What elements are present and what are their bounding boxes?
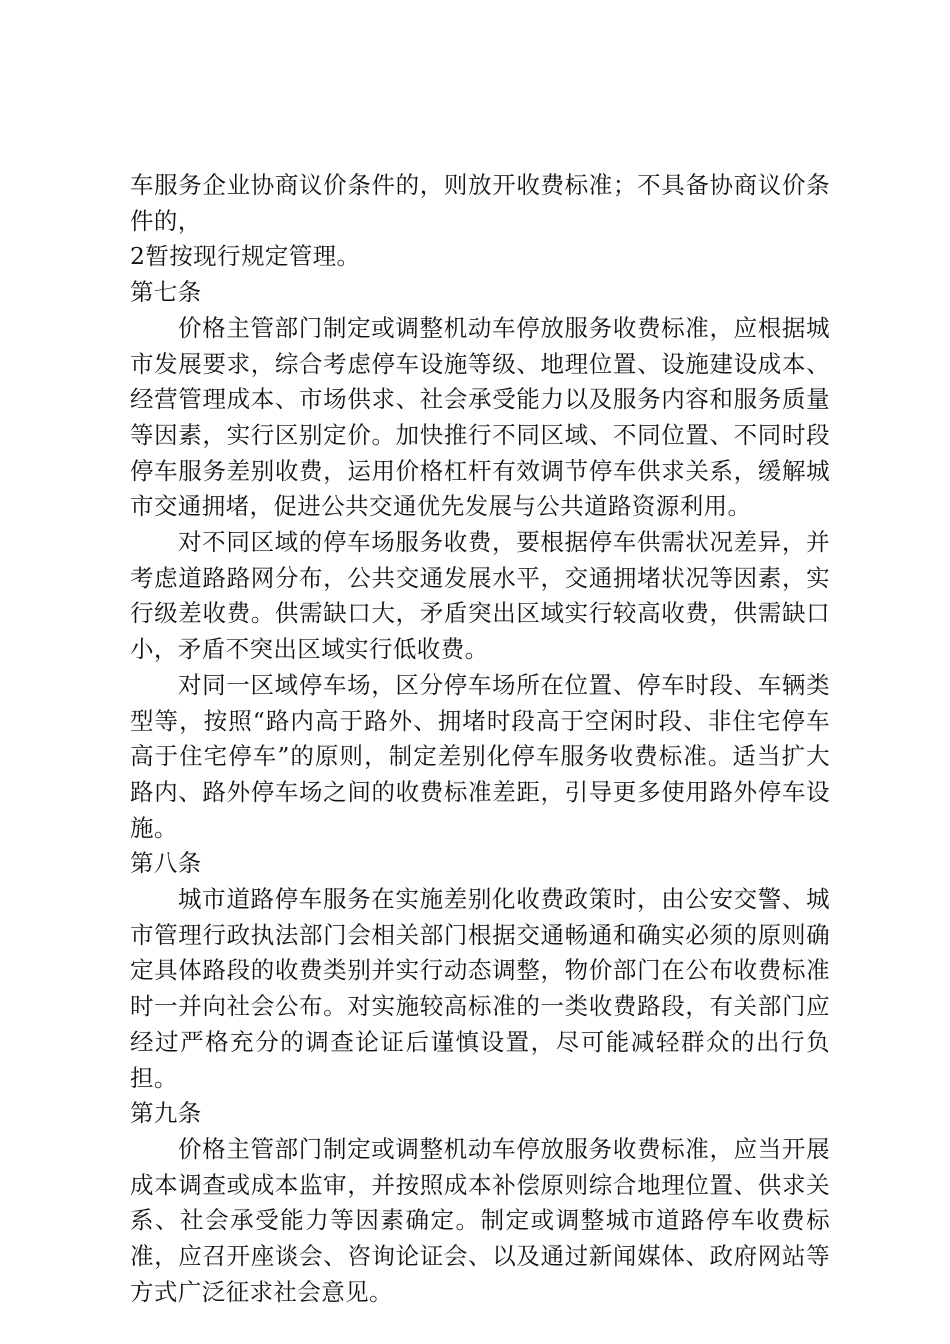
article-heading-7: 第七条: [130, 278, 202, 307]
article-heading-9: 第九条: [130, 1099, 202, 1128]
article-9-paragraph-1: 价格主管部门制定或调整机动车停放服务收费标准，应当开展成本调查或成本监审，并按照成本补偿原则综合地理位置、供求关系、社会承受能力等因素确定。制定或调整城市道路停车收费标准，应召开座谈会、咨询论证会、以及通过新闻媒体、政府网站等方式广泛征求社会意见。: [130, 1134, 830, 1306]
paragraph-continuation: 车服务企业协商议价条件的，则放开收费标准；不具备协商议价条件的，: [130, 171, 830, 235]
document-body: [130, 168, 830, 1311]
article-7-paragraph-1: 价格主管部门制定或调整机动车停放服务收费标准，应根据城市发展要求，综合考虑停车设施等级、地理位置、设施建设成本、经营管理成本、市场供求、社会承受能力以及服务内容和服务质量等因素，实行区别定价。加快推行不同区域、不同位置、不同时段停车服务差别收费，运用价格杠杆有效调节停车供求关系，缓解城市交通拥堵，促进公共交通优先发展与公共道路资源利用。: [130, 313, 830, 521]
article-heading-8: 第八条: [130, 849, 202, 878]
article-7-paragraph-3: 对同一区域停车场，区分停车场所在位置、停车时段、车辆类型等，按照“路内高于路外、拥堵时段高于空闲时段、非住宅停车高于住宅停车”的原则，制定差别化停车服务收费标准。适当扩大路内、路外停车场之间的收费标准差距，引导更多使用路外停车设施。: [130, 670, 830, 842]
article-8-paragraph-1: 城市道路停车服务在实施差别化收费政策时，由公安交警、城市管理行政执法部门会相关部门根据交通畅通和确实必须的原则确定具体路段的收费类别并实行动态调整，物价部门在公布收费标准时一并向社会公布。对实施较高标准的一类收费路段，有关部门应经过严格充分的调查论证后谨慎设置，尽可能减轻群众的出行负担。: [130, 885, 830, 1092]
paragraph-item-2: 2暂按现行规定管理。: [130, 242, 361, 271]
article-7-paragraph-2: 对不同区域的停车场服务收费，要根据停车供需状况差异，并考虑道路路网分布，公共交通发展水平，交通拥堵状况等因素，实行级差收费。供需缺口大，矛盾突出区域实行较高收费，供需缺口小，矛盾不突出区域实行低收费。: [130, 528, 830, 664]
